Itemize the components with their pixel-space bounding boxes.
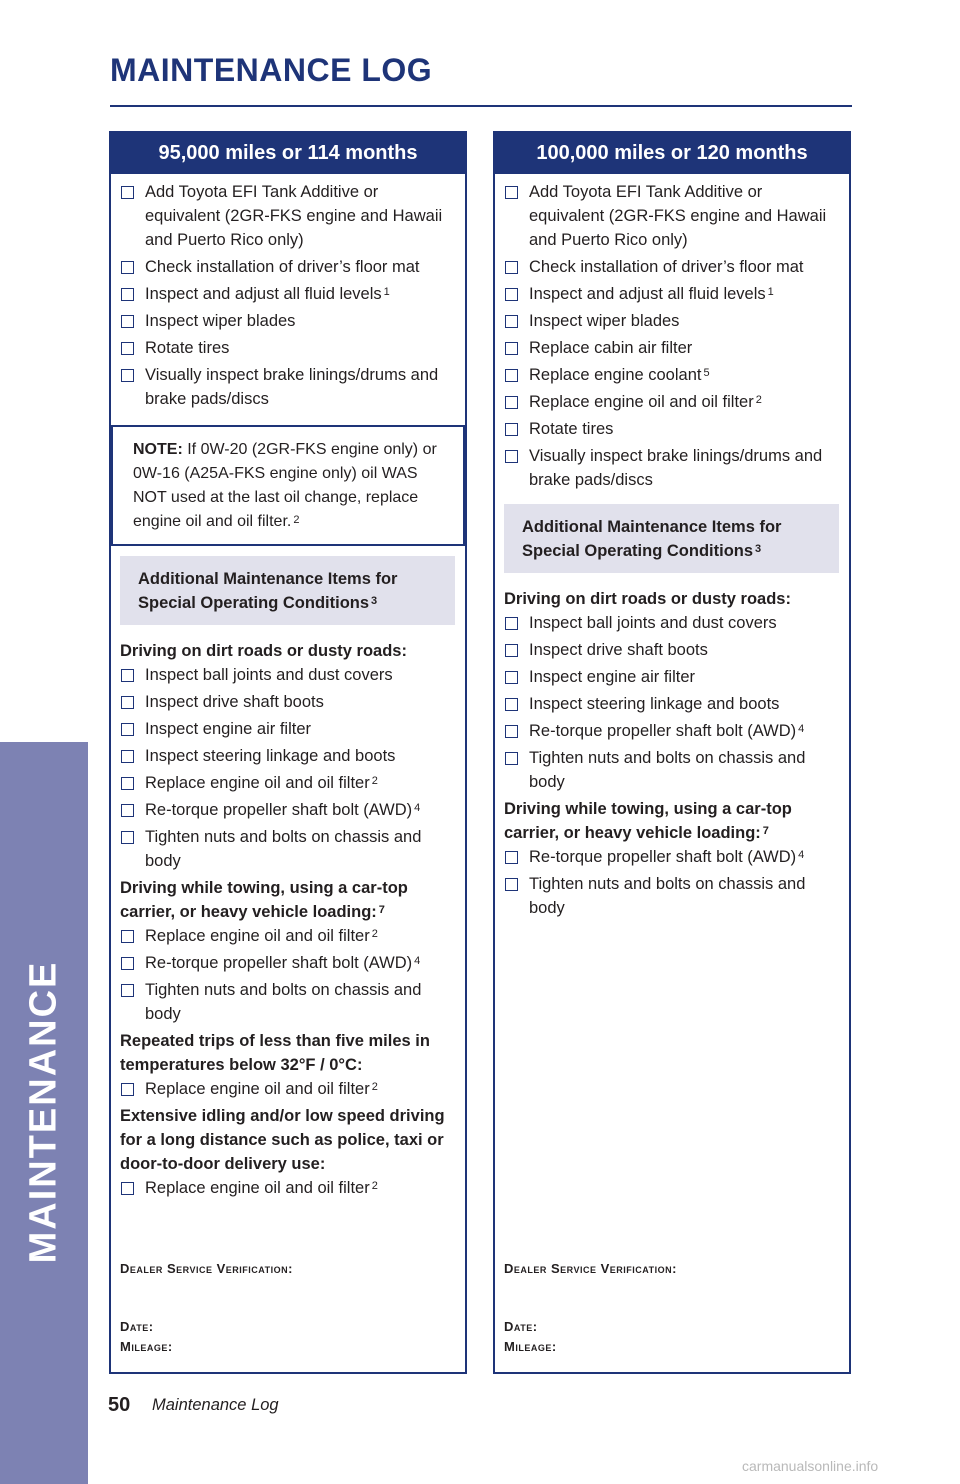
checkbox-icon[interactable] bbox=[505, 315, 518, 328]
condition-heading bbox=[120, 876, 455, 924]
date-label: Date: bbox=[120, 1319, 154, 1334]
checkbox-icon[interactable] bbox=[505, 851, 518, 864]
checklist-item bbox=[120, 336, 455, 360]
checklist-item bbox=[504, 417, 839, 441]
checklist-item-text: Inspect wiper blades bbox=[145, 312, 296, 330]
checklist-item bbox=[120, 255, 455, 279]
checkbox-icon[interactable] bbox=[121, 1083, 134, 1096]
checklist-item bbox=[120, 282, 455, 306]
checkbox-icon[interactable] bbox=[121, 342, 134, 355]
checklist-item bbox=[504, 180, 839, 252]
checkbox-icon[interactable] bbox=[505, 423, 518, 436]
interval-header: 100,000 miles or 120 months bbox=[495, 133, 849, 174]
condition-checklist bbox=[120, 1077, 455, 1101]
checklist-item bbox=[120, 978, 455, 1026]
checklist-item bbox=[120, 663, 455, 687]
checklist-item bbox=[120, 690, 455, 714]
checklist-item bbox=[504, 309, 839, 333]
checklist-item bbox=[120, 924, 455, 948]
footnote-ref: 2 bbox=[371, 1081, 378, 1093]
footnote-ref: 4 bbox=[798, 723, 805, 735]
checkbox-icon[interactable] bbox=[505, 752, 518, 765]
condition-title: Driving while towing, using a car-top carrier, or heavy vehicle loading: bbox=[120, 879, 408, 921]
checklist-item-text: Inspect drive shaft boots bbox=[529, 641, 708, 659]
checklist-item bbox=[120, 951, 455, 975]
checklist-item-text: Tighten nuts and bolts on chassis and body bbox=[145, 981, 422, 1023]
additional-items-heading bbox=[120, 556, 455, 625]
checklist-item-text: Add Toyota EFI Tank Additive or equivalent (2GR-FKS engine and Hawaii and Puerto Rico only) bbox=[529, 183, 827, 249]
checkbox-icon[interactable] bbox=[121, 957, 134, 970]
interval-card-95000 bbox=[109, 131, 467, 1374]
checklist-item-text: Inspect and adjust all fluid levels bbox=[145, 285, 382, 303]
checklist-item bbox=[504, 444, 839, 492]
checkbox-icon[interactable] bbox=[505, 698, 518, 711]
checklist-item bbox=[120, 798, 455, 822]
checkbox-icon[interactable] bbox=[505, 671, 518, 684]
checkbox-icon[interactable] bbox=[505, 342, 518, 355]
checkbox-icon[interactable] bbox=[121, 669, 134, 682]
checklist-item bbox=[120, 1176, 455, 1200]
condition-checklist bbox=[120, 924, 455, 1026]
checklist-item bbox=[504, 845, 839, 869]
checklist-item-text: Re-torque propeller shaft bolt (AWD) bbox=[529, 848, 797, 866]
checklist-item-text: Replace engine oil and oil filter bbox=[145, 1179, 370, 1197]
checklist-item bbox=[504, 363, 839, 387]
checklist-item-text: Check installation of driver’s floor mat bbox=[529, 258, 804, 276]
checklist-item-text: Replace engine oil and oil filter bbox=[145, 927, 370, 945]
checkbox-icon[interactable] bbox=[505, 725, 518, 738]
mileage-label: Mileage: bbox=[120, 1339, 173, 1354]
checkbox-icon[interactable] bbox=[505, 186, 518, 199]
footnote-ref: 4 bbox=[414, 955, 421, 967]
checklist-item-text: Re-torque propeller shaft bolt (AWD) bbox=[529, 722, 797, 740]
condition-footnote: 7 bbox=[762, 825, 769, 837]
checklist-item-text: Inspect engine air filter bbox=[145, 720, 312, 738]
date-label: Date: bbox=[504, 1319, 538, 1334]
checklist-item bbox=[120, 363, 455, 411]
checklist-item-text: Inspect drive shaft boots bbox=[145, 693, 324, 711]
checklist-item bbox=[120, 1077, 455, 1101]
footnote-ref: 2 bbox=[371, 928, 378, 940]
checklist-item-text: Inspect ball joints and dust covers bbox=[529, 614, 777, 632]
checklist-item-text: Inspect ball joints and dust covers bbox=[145, 666, 393, 684]
checkbox-icon[interactable] bbox=[505, 617, 518, 630]
checklist-item bbox=[504, 611, 839, 635]
checkbox-icon[interactable] bbox=[505, 369, 518, 382]
title-rule bbox=[110, 105, 852, 107]
checkbox-icon[interactable] bbox=[121, 984, 134, 997]
checklist-item bbox=[120, 180, 455, 252]
side-tab-label: MAINTENANCE bbox=[22, 960, 65, 1264]
checklist-item-text: Re-torque propeller shaft bolt (AWD) bbox=[145, 954, 413, 972]
additional-items-footnote: 3 bbox=[755, 543, 762, 555]
footnote-ref: 1 bbox=[767, 286, 774, 298]
condition-heading: Driving on dirt roads or dusty roads: bbox=[120, 642, 407, 660]
checklist-item-text: Visually inspect brake linings/drums and brake pads/discs bbox=[145, 366, 439, 408]
condition-heading bbox=[504, 797, 839, 845]
dealer-verification-label: Dealer Service Verification: bbox=[120, 1261, 293, 1276]
footnote-ref: 5 bbox=[703, 367, 710, 379]
footnote-ref: 4 bbox=[414, 802, 421, 814]
condition-checklist bbox=[504, 611, 839, 794]
interval-body bbox=[111, 174, 465, 1200]
checklist-item-text: Check installation of driver’s floor mat bbox=[145, 258, 420, 276]
additional-items-title: Additional Maintenance Items for Special Operating Conditions bbox=[138, 570, 398, 612]
checklist-item-text: Replace engine oil and oil filter bbox=[529, 393, 754, 411]
footnote-ref: 2 bbox=[371, 1180, 378, 1192]
checklist-item-text: Rotate tires bbox=[529, 420, 614, 438]
note-label: NOTE: bbox=[133, 441, 183, 458]
checklist-item-text: Add Toyota EFI Tank Additive or equivalent (2GR-FKS engine and Hawaii and Puerto Rico only) bbox=[145, 183, 443, 249]
checklist-item bbox=[120, 771, 455, 795]
checkbox-icon[interactable] bbox=[505, 878, 518, 891]
checkbox-icon[interactable] bbox=[121, 261, 134, 274]
checkbox-icon[interactable] bbox=[121, 804, 134, 817]
checkbox-icon[interactable] bbox=[121, 723, 134, 736]
checkbox-icon[interactable] bbox=[121, 369, 134, 382]
checklist-item bbox=[120, 825, 455, 873]
additional-items-footnote: 3 bbox=[371, 595, 378, 607]
mileage-label: Mileage: bbox=[504, 1339, 557, 1354]
checklist-item bbox=[120, 309, 455, 333]
footnote-ref: 1 bbox=[383, 286, 390, 298]
condition-checklist bbox=[120, 663, 455, 873]
note-footnote: 2 bbox=[293, 514, 300, 526]
checkbox-icon[interactable] bbox=[121, 315, 134, 328]
checklist-item-text: Replace engine coolant bbox=[529, 366, 702, 384]
checklist-item bbox=[504, 872, 839, 920]
checklist-item-text: Re-torque propeller shaft bolt (AWD) bbox=[145, 801, 413, 819]
checklist-item-text: Tighten nuts and bolts on chassis and body bbox=[529, 749, 806, 791]
checkbox-icon[interactable] bbox=[505, 288, 518, 301]
checklist-item bbox=[504, 638, 839, 662]
checklist-item-text: Replace cabin air filter bbox=[529, 339, 693, 357]
additional-items-heading bbox=[504, 504, 839, 573]
checkbox-icon[interactable] bbox=[121, 186, 134, 199]
checklist-item bbox=[120, 717, 455, 741]
condition-checklist bbox=[120, 1176, 455, 1200]
checklist-item bbox=[504, 255, 839, 279]
footnote-ref: 2 bbox=[755, 394, 762, 406]
additional-items-title: Additional Maintenance Items for Special Operating Conditions bbox=[522, 518, 782, 560]
checklist-item bbox=[504, 282, 839, 306]
checklist-item bbox=[504, 746, 839, 794]
watermark: carmanualsonline.info bbox=[742, 1458, 879, 1474]
checkbox-icon[interactable] bbox=[505, 644, 518, 657]
checklist-item bbox=[504, 390, 839, 414]
interval-body bbox=[495, 174, 849, 920]
interval-header: 95,000 miles or 114 months bbox=[111, 133, 465, 174]
footnote-ref: 2 bbox=[371, 775, 378, 787]
page-title: MAINTENANCE LOG bbox=[110, 52, 433, 88]
checklist-item-text: Replace engine oil and oil filter bbox=[145, 1080, 370, 1098]
condition-footnote: 7 bbox=[378, 904, 385, 916]
checklist-item-text: Inspect steering linkage and boots bbox=[145, 747, 396, 765]
checkbox-icon[interactable] bbox=[121, 288, 134, 301]
note-text: If 0W-20 (2GR-FKS engine only) or 0W-16 (A25A-FKS engine only) oil WAS NOT used at the last oil change, replace engine oil and oil filter. bbox=[133, 441, 437, 530]
dealer-verification-label: Dealer Service Verification: bbox=[504, 1261, 677, 1276]
checklist-item bbox=[504, 665, 839, 689]
checklist-item-text: Inspect wiper blades bbox=[529, 312, 680, 330]
footnote-ref: 4 bbox=[798, 849, 805, 861]
checklist-item-text: Inspect engine air filter bbox=[529, 668, 696, 686]
checklist-item-text: Inspect steering linkage and boots bbox=[529, 695, 780, 713]
checklist-item bbox=[504, 719, 839, 743]
checklist-item bbox=[504, 336, 839, 360]
checkbox-icon[interactable] bbox=[505, 261, 518, 274]
checklist-item-text: Replace engine oil and oil filter bbox=[145, 774, 370, 792]
checklist-item-text: Tighten nuts and bolts on chassis and body bbox=[145, 828, 422, 870]
checklist bbox=[504, 180, 839, 492]
checklist-item-text: Inspect and adjust all fluid levels bbox=[529, 285, 766, 303]
checkbox-icon[interactable] bbox=[121, 831, 134, 844]
condition-heading: Extensive idling and/or low speed driving for a long distance such as police, taxi or door-to-door delivery use: bbox=[120, 1107, 445, 1173]
condition-heading: Driving on dirt roads or dusty roads: bbox=[504, 590, 791, 608]
checklist-item bbox=[504, 692, 839, 716]
checklist-item-text: Rotate tires bbox=[145, 339, 230, 357]
checklist-item-text: Tighten nuts and bolts on chassis and body bbox=[529, 875, 806, 917]
checklist bbox=[120, 180, 455, 411]
checkbox-icon[interactable] bbox=[121, 777, 134, 790]
interval-card-100000 bbox=[493, 131, 851, 1374]
condition-checklist bbox=[504, 845, 839, 920]
page-number: 50 bbox=[108, 1394, 131, 1416]
checkbox-icon[interactable] bbox=[121, 930, 134, 943]
checklist-item-text: Visually inspect brake linings/drums and brake pads/discs bbox=[529, 447, 823, 489]
checkbox-icon[interactable] bbox=[121, 750, 134, 763]
checkbox-icon[interactable] bbox=[505, 396, 518, 409]
checklist-item bbox=[120, 744, 455, 768]
checkbox-icon[interactable] bbox=[121, 1182, 134, 1195]
checkbox-icon[interactable] bbox=[505, 450, 518, 463]
checkbox-icon[interactable] bbox=[121, 696, 134, 709]
note-box bbox=[111, 425, 465, 546]
condition-heading: Repeated trips of less than five miles in temperatures below 32°F / 0°C: bbox=[120, 1032, 430, 1074]
condition-title: Driving while towing, using a car-top carrier, or heavy vehicle loading: bbox=[504, 800, 792, 842]
footer-section-title: Maintenance Log bbox=[152, 1396, 279, 1414]
